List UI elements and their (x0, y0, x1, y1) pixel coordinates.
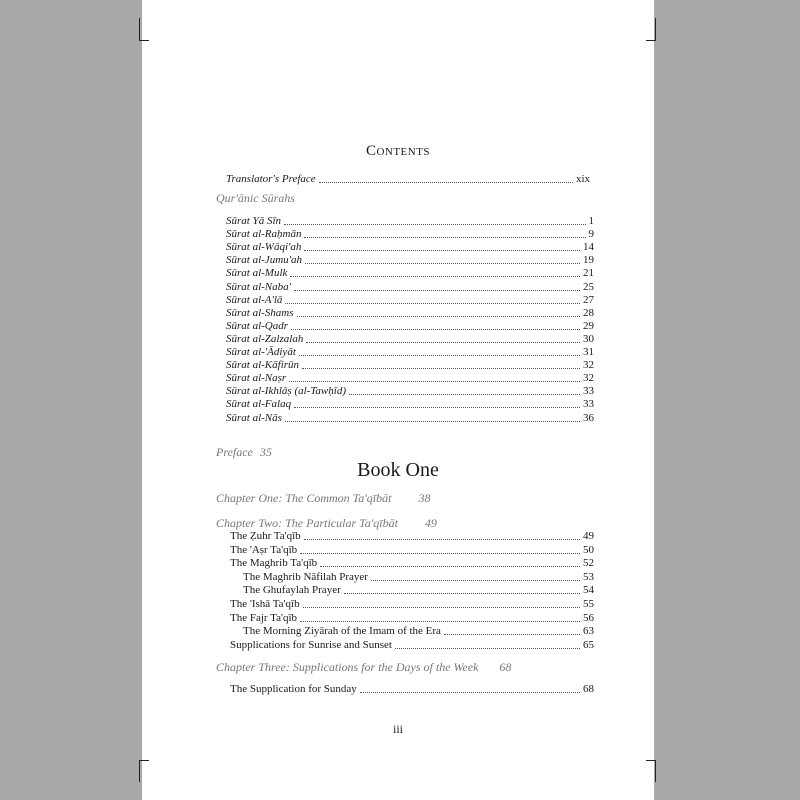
crop-mark-top-left (139, 18, 140, 40)
toc-entry-page: 52 (583, 557, 594, 570)
leader-dots (300, 620, 580, 622)
toc-entry-label: The Ghufaylah Prayer (243, 584, 341, 597)
toc-entry-label: Sūrat al-Naṣr (226, 372, 287, 385)
crop-mark-top-right-h (646, 40, 656, 41)
toc-entry-translators-preface[interactable] (226, 173, 590, 185)
toc-entry-page: 32 (583, 359, 594, 372)
book-title: Book One (357, 459, 439, 481)
toc-entry[interactable] (226, 228, 594, 240)
toc-entry-label: Sūrat al-Raḥmān (226, 228, 302, 241)
leader-dots (285, 302, 580, 304)
leader-dots (344, 592, 580, 594)
toc-entry-label: Sūrat al-Qadr (226, 319, 289, 332)
toc-entry-page: 21 (583, 267, 594, 280)
leader-dots (303, 606, 580, 608)
toc-entry-label: The Morning Ziyārah of the Imam of the Era (243, 625, 441, 638)
toc-entry-label: The Fajr Ta'qīb (230, 611, 297, 624)
toc-entry-label: The Maghrib Nāfilah Prayer (243, 570, 368, 583)
toc-entry[interactable] (226, 346, 594, 358)
leader-dots (304, 249, 580, 251)
toc-entry-page: 9 (588, 228, 594, 241)
toc-entry-page: 19 (583, 254, 594, 267)
toc-entry-page: xix (575, 173, 590, 185)
toc-entry-page: 27 (583, 293, 594, 306)
toc-entry[interactable] (243, 625, 594, 637)
toc-entry[interactable] (230, 598, 594, 610)
leader-dots (299, 354, 580, 356)
toc-entry-label: Sūrat al-Naba' (226, 280, 291, 293)
toc-entry[interactable] (230, 544, 594, 556)
toc-entry-label: The Maghrib Ta'qīb (230, 557, 318, 570)
chapter-one-label: Chapter One: The Common Ta'qībāt (216, 491, 392, 505)
crop-mark-bottom-right-h (646, 760, 656, 761)
toc-entry-page: 53 (583, 570, 594, 583)
toc-entry[interactable] (230, 557, 594, 569)
toc-entry[interactable] (226, 281, 594, 293)
toc-entry-label: The 'Ishā Ta'qīb (230, 598, 300, 610)
crop-mark-bottom-left-h (139, 760, 149, 761)
toc-entry-page: 56 (583, 611, 594, 624)
toc-entry[interactable] (230, 612, 594, 624)
toc-entry-label: Sūrat al-Ikhlāṣ (al-Tawḥīd) (226, 385, 346, 398)
toc-entry-label: Translator's Preface (226, 173, 316, 185)
toc-entry-page: 29 (583, 319, 594, 332)
leader-dots (290, 275, 580, 277)
chapter-two-page: 49 (424, 516, 437, 530)
toc-entry-page: 36 (583, 411, 594, 424)
chapter-one-entry[interactable] (216, 491, 430, 506)
toc-entry-label: Sūrat al-A'lā (226, 293, 283, 306)
toc-entry-label: Sūrat al-Shams (226, 306, 294, 319)
toc-entry[interactable] (226, 267, 594, 279)
toc-entry[interactable] (226, 372, 594, 384)
crop-mark-top-left-h (139, 40, 149, 41)
toc-entry-page: 63 (583, 625, 594, 638)
leader-dots (300, 552, 580, 554)
toc-entry-page: 54 (583, 584, 594, 597)
toc-entry-page: 28 (583, 306, 594, 319)
toc-entry-label: Sūrat al-Jumu'ah (226, 254, 302, 267)
preface-page: 35 (259, 445, 272, 459)
toc-entry-page: 31 (583, 346, 594, 358)
chapter-one-page: 38 (418, 491, 431, 505)
leader-dots (320, 565, 580, 567)
toc-entry-label: Sūrat al-Nās (226, 411, 282, 424)
chapter-three-entry[interactable] (216, 660, 511, 675)
contents-title: Contents (365, 143, 431, 159)
leader-dots (291, 328, 580, 330)
leader-dots (289, 380, 580, 382)
toc-entry-page: 49 (583, 530, 594, 542)
toc-entry-page: 30 (583, 332, 594, 345)
chapter-two-entry[interactable] (216, 516, 437, 531)
toc-entry[interactable] (226, 294, 594, 306)
toc-entry-page: 50 (583, 543, 594, 556)
toc-entry-label: The 'Aṣr Ta'qīb (230, 543, 298, 556)
leader-dots (306, 341, 580, 343)
toc-entry-label: Sūrat al-'Ādiyāt (226, 346, 296, 358)
chapter-three-label: Chapter Three: Supplications for the Days of the Week (216, 660, 479, 674)
quranic-surahs-heading: Qur'ānic Sūrahs (216, 191, 295, 205)
crop-mark-bottom-right (655, 760, 656, 782)
leader-dots (360, 691, 580, 693)
toc-entry[interactable] (230, 683, 594, 695)
toc-entry-label: Sūrat al-Wāqi'ah (226, 241, 302, 254)
toc-entry-label: Sūrat al-Mulk (226, 267, 288, 280)
leader-dots (294, 289, 580, 291)
toc-entry[interactable] (226, 307, 594, 319)
crop-mark-bottom-left (139, 760, 140, 782)
leader-dots (302, 367, 580, 369)
toc-entry-label: Sūrat al-Kāfirūn (226, 359, 300, 372)
leader-dots (444, 633, 580, 635)
toc-entry-label: Sūrat Yā Sīn (226, 215, 282, 227)
toc-entry-page: 32 (583, 372, 594, 385)
preface-entry[interactable] (216, 445, 272, 460)
toc-entry-page: 68 (583, 683, 594, 695)
toc-entry[interactable] (230, 639, 594, 651)
toc-entry-label: The Ẓuhr Ta'qīb (230, 530, 301, 542)
leader-dots (297, 315, 580, 317)
toc-entry[interactable] (226, 241, 594, 253)
toc-entry-page: 1 (588, 215, 594, 227)
toc-entry-label: Sūrat al-Falaq (226, 398, 292, 411)
toc-entry-page: 33 (583, 385, 594, 398)
leader-dots (284, 223, 585, 225)
leader-dots (305, 262, 580, 264)
leader-dots (285, 420, 580, 422)
toc-entry[interactable] (226, 359, 594, 371)
chapter-two-label: Chapter Two: The Particular Ta'qībāt (216, 516, 398, 530)
crop-mark-top-right (655, 18, 656, 40)
toc-entry[interactable] (226, 320, 594, 332)
toc-entry[interactable] (226, 254, 594, 266)
toc-entry-label: Sūrat al-Zalzalah (226, 332, 304, 345)
toc-entry[interactable] (230, 530, 594, 542)
toc-entry[interactable] (226, 385, 594, 397)
toc-entry[interactable] (226, 215, 594, 227)
toc-entry[interactable] (226, 398, 594, 410)
page-number: iii (392, 722, 403, 736)
toc-entry-page: 55 (583, 598, 594, 610)
leader-dots (294, 406, 580, 408)
toc-entry-page: 14 (583, 241, 594, 254)
preface-label: Preface (216, 445, 253, 459)
toc-entry[interactable] (243, 584, 594, 596)
toc-entry-page: 33 (583, 398, 594, 411)
leader-dots (395, 647, 580, 649)
toc-entry-page: 65 (583, 638, 594, 651)
leader-dots (319, 181, 573, 183)
leader-dots (371, 579, 580, 581)
chapter-three-page: 68 (499, 660, 512, 674)
toc-entry-page: 25 (583, 280, 594, 293)
toc-entry[interactable] (243, 571, 594, 583)
leader-dots (349, 393, 580, 395)
leader-dots (304, 538, 580, 540)
book-page (142, 0, 654, 800)
toc-entry[interactable] (226, 333, 594, 345)
toc-entry-label: The Supplication for Sunday (230, 683, 357, 695)
leader-dots (304, 236, 585, 238)
toc-entry[interactable] (226, 412, 594, 424)
toc-entry-label: Supplications for Sunrise and Sunset (230, 638, 392, 651)
